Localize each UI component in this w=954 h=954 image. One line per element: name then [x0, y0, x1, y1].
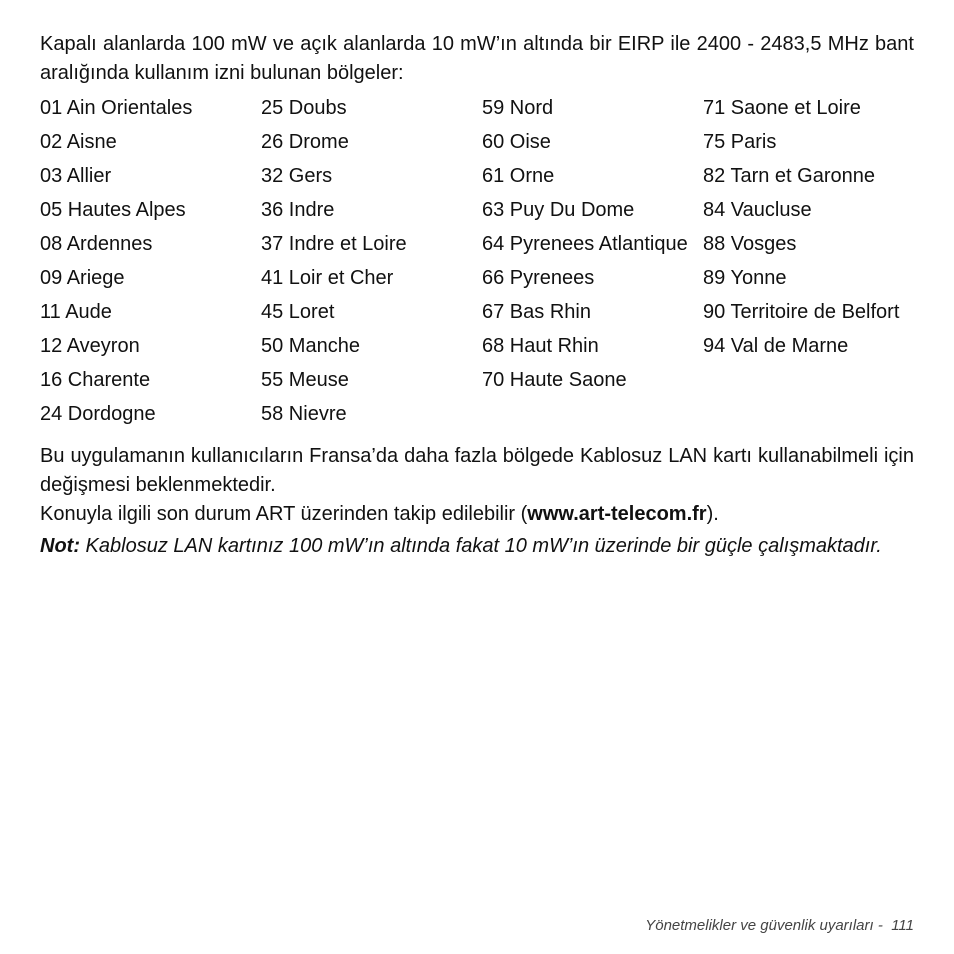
- region-item: 25 Doubs: [261, 97, 347, 119]
- region-item: 90 Territoire de Belfort: [703, 301, 900, 323]
- region-item: 63 Puy Du Dome: [482, 199, 635, 221]
- regions-table: [40, 94, 914, 434]
- region-item: 84 Vaucluse: [703, 199, 812, 221]
- region-item: 37 Indre et Loire: [261, 233, 407, 255]
- region-item: 60 Oise: [482, 131, 551, 153]
- region-item: 67 Bas Rhin: [482, 301, 591, 323]
- region-item: 55 Meuse: [261, 369, 349, 391]
- note-label: Not:: [40, 535, 80, 557]
- region-item: 50 Manche: [261, 335, 360, 357]
- document-page: [40, 30, 914, 561]
- footer-section-title: Yönetmelikler ve güvenlik uyarıları -: [645, 917, 883, 934]
- expectation-paragraph: Bu uygulamanın kullanıcıların Fransa’da daha fazla bölgede Kablosuz LAN kartı kullanabilmeli için değişmesi beklenmektedir.: [40, 445, 914, 496]
- region-item: 75 Paris: [703, 131, 777, 153]
- region-item: 24 Dordogne: [40, 403, 156, 425]
- region-item: 94 Val de Marne: [703, 335, 849, 357]
- region-item: 05 Hautes Alpes: [40, 199, 186, 221]
- region-item: 71 Saone et Loire: [703, 97, 861, 119]
- follow-paragraph: [40, 500, 914, 529]
- follow-text-after: ).: [706, 503, 719, 525]
- region-item: 70 Haute Saone: [482, 369, 627, 391]
- region-item: 66 Pyrenees: [482, 267, 595, 289]
- page-number: 111: [891, 917, 914, 934]
- region-item: 89 Yonne: [703, 267, 787, 289]
- region-item: 02 Aisne: [40, 131, 117, 153]
- region-item: 36 Indre: [261, 199, 335, 221]
- follow-text-before: Konuyla ilgili son durum ART üzerinden takip edilebilir (: [40, 503, 528, 525]
- region-item: 64 Pyrenees Atlantique: [482, 233, 688, 255]
- note-text: Kablosuz LAN kartınız 100 mW’ın altında fakat 10 mW’ın üzerinde bir güçle çalışmaktadır.: [79, 535, 882, 557]
- region-item: 12 Aveyron: [40, 335, 140, 357]
- region-item: 45 Loret: [261, 301, 335, 323]
- art-telecom-link[interactable]: www.art-telecom.fr: [527, 503, 707, 525]
- region-item: 09 Ariege: [40, 267, 125, 289]
- regions-column-4: [703, 94, 914, 434]
- page-footer: [645, 917, 914, 934]
- regions-column-1: [40, 94, 261, 434]
- regions-column-3: [482, 94, 703, 434]
- region-item: 61 Orne: [482, 165, 555, 187]
- region-item: 26 Drome: [261, 131, 349, 153]
- region-item: 11 Aude: [40, 301, 112, 323]
- region-item: 16 Charente: [40, 369, 151, 391]
- region-item: 08 Ardennes: [40, 233, 153, 255]
- region-item: 88 Vosges: [703, 233, 797, 255]
- region-item: 41 Loir et Cher: [261, 267, 394, 289]
- region-item: 59 Nord: [482, 97, 554, 119]
- regions-column-2: [261, 94, 482, 434]
- region-item: 68 Haut Rhin: [482, 335, 599, 357]
- intro-paragraph: Kapalı alanlarda 100 mW ve açık alanlarda 10 mW’ın altında bir EIRP ile 2400 - 2483,5 MHz bant aralığında kullanım izni bulunan bölgeler:: [40, 33, 914, 84]
- region-item: 82 Tarn et Garonne: [703, 165, 875, 187]
- note-paragraph: [40, 532, 914, 561]
- region-item: 58 Nievre: [261, 403, 347, 425]
- region-item: 32 Gers: [261, 165, 333, 187]
- region-item: 01 Ain Orientales: [40, 97, 193, 119]
- region-item: 03 Allier: [40, 165, 112, 187]
